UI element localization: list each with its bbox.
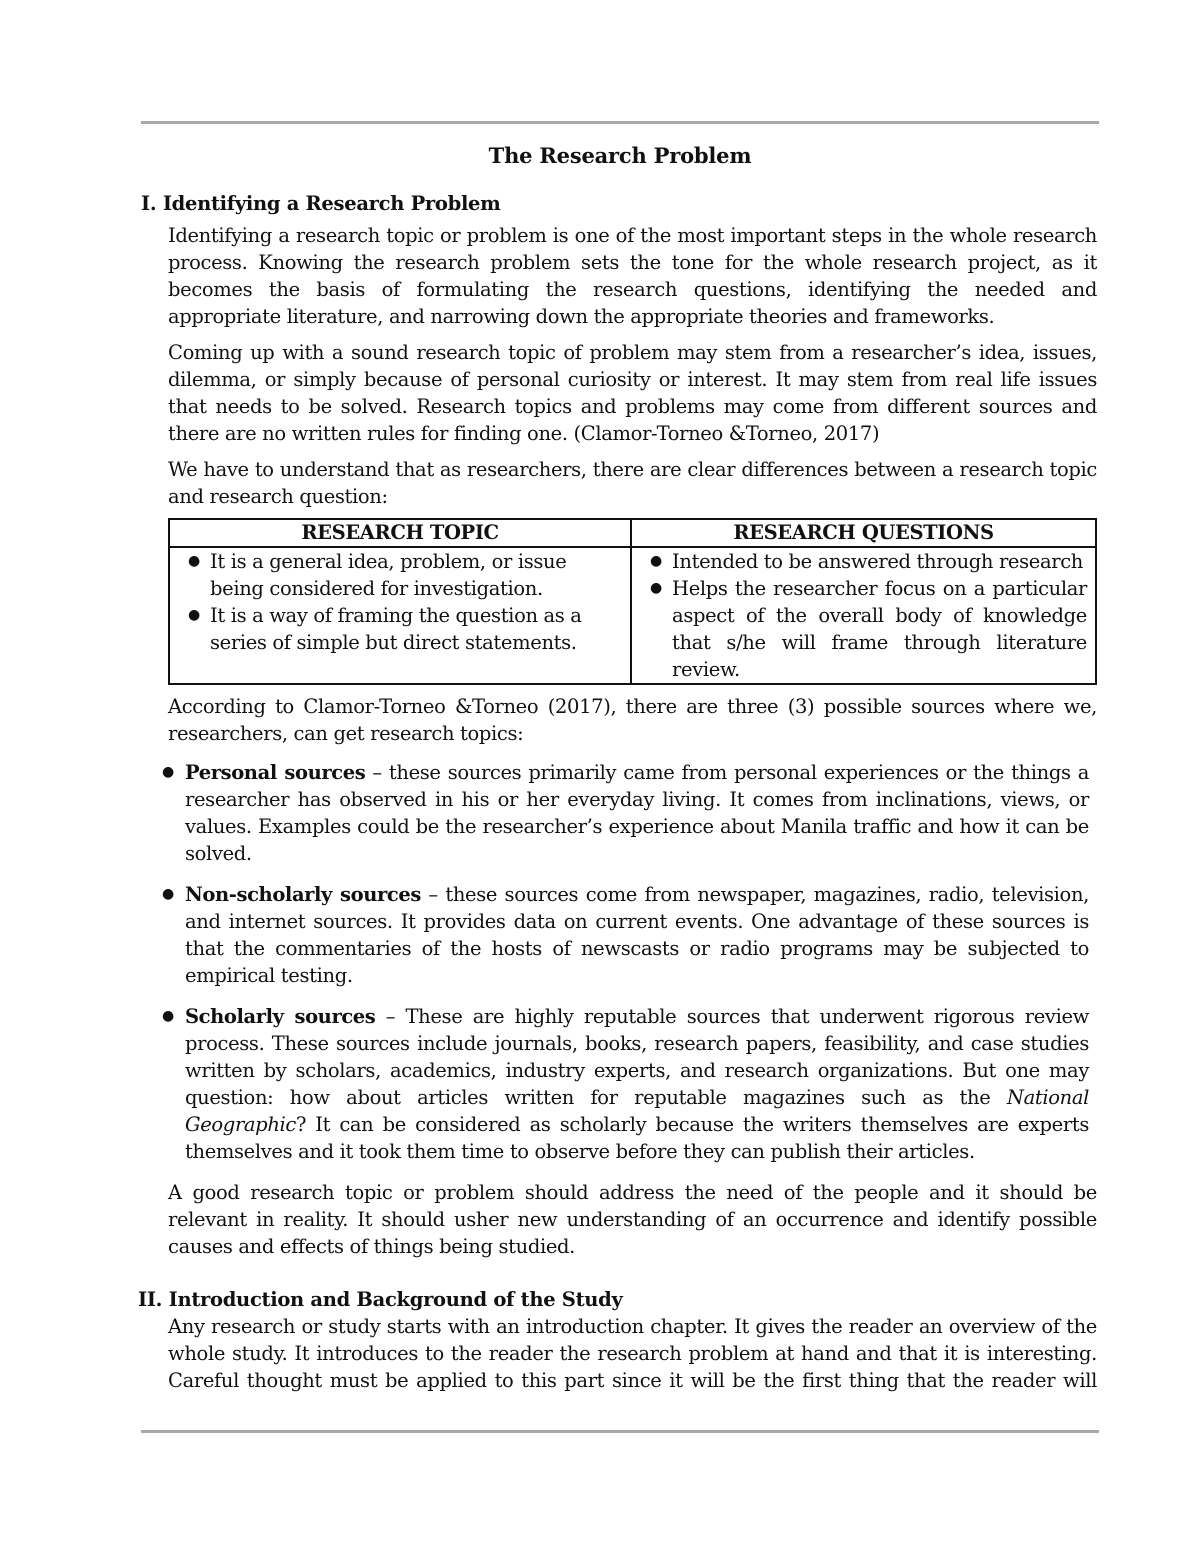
source-term: Non-scholarly sources [185,883,421,906]
footer-rule [141,1430,1099,1433]
section-2-body [141,1313,1099,1394]
paragraph-4: According to Clamor-Torneo &Torneo (2017), there are three (3) possible sources where we, researchers, can get research topics: [168,695,1097,745]
list-item: ● It is a general idea, problem, or issue being considered for investigation. [174,548,622,602]
list-item: ● Helps the researcher focus on a particular aspect of the overall body of knowledge that s/he will frame through literature review. [636,575,1087,683]
sources-list [160,759,1089,1165]
list-item: ● Intended to be answered through research [636,548,1087,575]
section-1-number: I. [141,192,157,215]
section-2-heading [138,1286,1099,1313]
research-questions-header: RESEARCH QUESTIONS [631,519,1096,547]
research-topic-header: RESEARCH TOPIC [169,519,631,547]
research-questions-cell [631,547,1096,684]
research-questions-list [636,548,1087,683]
source-description: – These are highly reputable sources that underwent rigorous review process. These sources include journals, books, research papers, feasibility, and case studies written by scholars, academics, industry experts, and research organizations. But one may question: how about articles written for reputable magazines such as the [185,1005,1089,1109]
section-1-body [141,222,1099,1260]
list-item: ● It is a way of framing the question as a series of simple but direct statements. [174,602,622,656]
page-title: The Research Problem [488,143,752,168]
source-scholarly [160,1003,1089,1165]
magazine-title: National Geographic [185,1086,1089,1136]
paragraph-1: Identifying a research topic or problem is one of the most important steps in the whole research process. Knowing the research problem sets the tone for the whole research project, as it becomes the basis of formulating the research questions, identifying the needed and appropriate literature, and narrowing down the appropriate theories and frameworks. [168,224,1097,328]
section-1-title: Identifying a Research Problem [162,192,501,215]
paragraph-2: Coming up with a sound research topic of problem may stem from a researcher’s idea, issues, dilemma, or simply because of personal curiosity or interest. It may stem from real life issues that needs to be solved. Research topics and problems may come from different sources and there are no written rules for finding one. (Clamor-Torneo &Torneo, 2017) [168,341,1097,445]
table-row [169,547,1096,684]
section-1-heading [141,190,1099,217]
document-page [138,138,1099,1394]
source-non-scholarly [160,881,1089,989]
source-description-continued: ? It can be considered as scholarly because the writers themselves are experts themselves and it took them time to observe before they can publish their articles. [185,1113,1089,1163]
source-term: Personal sources [185,761,366,784]
paragraph-3: We have to understand that as researchers, there are clear differences between a research topic and research question: [168,458,1097,508]
table-header-row [169,519,1096,547]
source-description: – these sources come from newspaper, magazines, radio, television, and internet sources. It provides data on current events. One advantage of these sources is that the commentaries of the hosts of newscasts or radio programs may be subjected to empirical testing. [185,883,1089,987]
topic-vs-question-table [168,518,1097,685]
paragraph-6: Any research or study starts with an introduction chapter. It gives the reader an overview of the whole study. It introduces to the reader the research problem at hand and that it is interesting. Careful thought must be applied to this part since it will be the first thing that the reader will [168,1315,1097,1392]
header-rule [141,121,1099,124]
source-personal [160,759,1089,867]
section-identifying-research-problem [141,190,1099,1260]
research-topic-list [174,548,622,656]
section-2-number: II. [138,1288,163,1311]
source-term: Scholarly sources [185,1005,376,1028]
source-description: – these sources primarily came from personal experiences or the things a researcher has observed in his or her everyday living. It comes from inclinations, views, or values. Examples could be the researcher’s experience about Manila traffic and how it can be solved. [185,761,1090,865]
paragraph-5: A good research topic or problem should address the need of the people and it should be relevant in reality. It should usher new understanding of an occurrence and identify possible causes and effects of things being studied. [168,1181,1097,1258]
section-2-title: Introduction and Background of the Study [168,1288,623,1311]
section-introduction-background [138,1286,1099,1394]
research-topic-cell [169,547,631,684]
